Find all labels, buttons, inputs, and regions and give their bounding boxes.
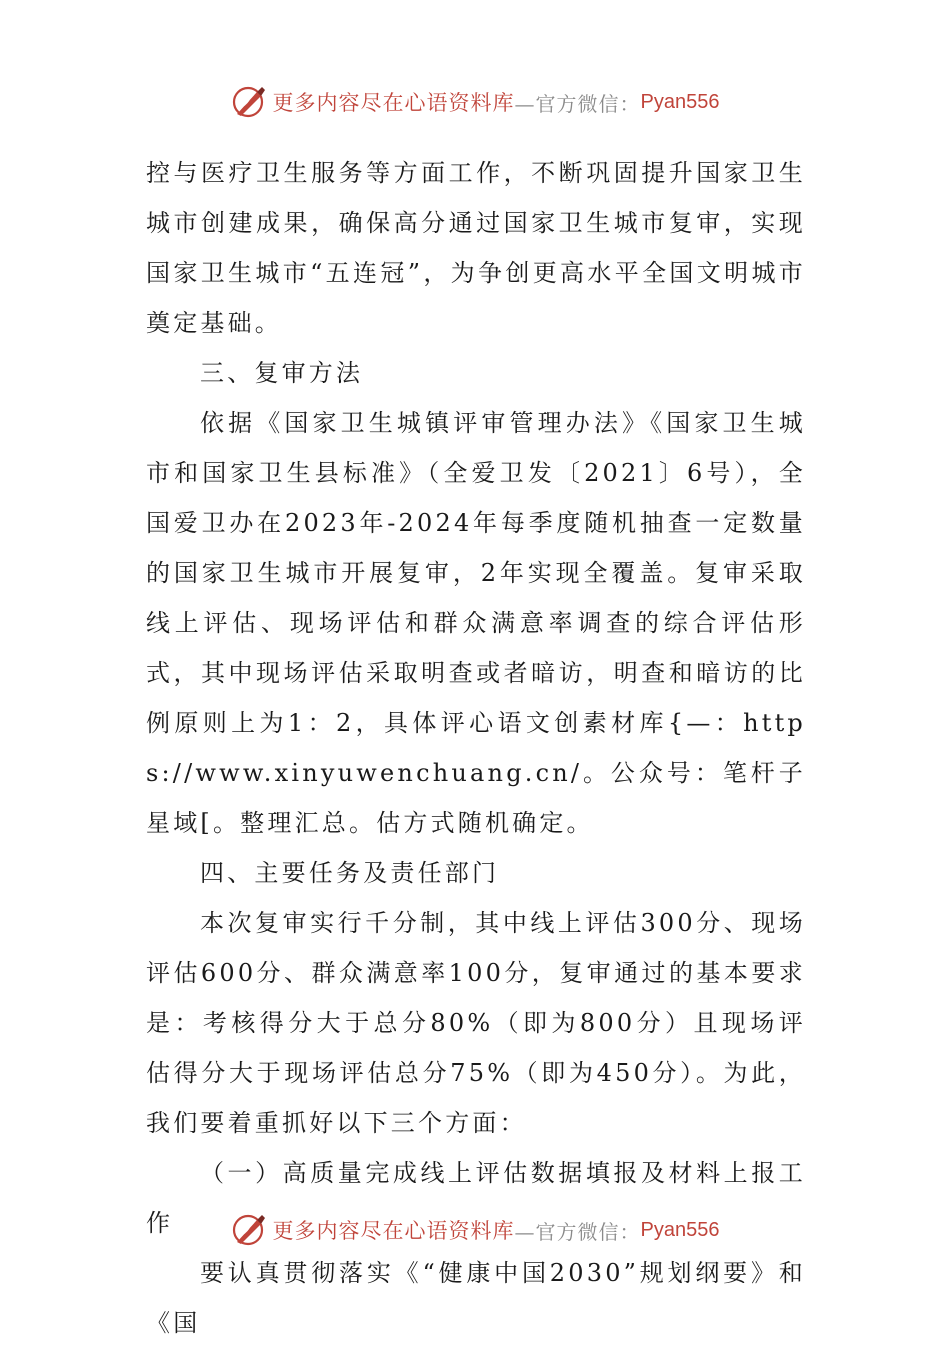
banner-wechat-label: —官方微信： xyxy=(514,91,641,116)
section-heading-3: 三、复审方法 xyxy=(200,359,364,387)
pen-logo-icon xyxy=(231,84,267,120)
banner-wechat-id: Pyan556 xyxy=(640,1218,720,1241)
footer-banner xyxy=(0,1210,950,1250)
paragraph-review-method: 依据《国家卫生城镇评审管理办法》《国家卫生城市和国家卫生县标准》（全爱卫发〔2021〕6号），全国爱卫办在2023年-2024年每季度随机抽查一定数量的国家卫生城市开展复审，2年实现全覆盖。复审采取线上评估、现场评估和群众满意率调查的综合评估形式，其中现场评估采取明查或者暗访，明查和暗访的比例原则上为1：2，具体评心语文创素材库{—：https://www.xinyuwenchuang.cn/。公众号：笔杆子星域[。整理汇总。估方式随机确定。 xyxy=(146,409,806,837)
section-heading-4: 四、主要任务及责任部门 xyxy=(200,859,500,887)
banner-wechat-id: Pyan556 xyxy=(640,90,720,113)
banner-title: 更多内容尽在心语资料库 xyxy=(272,1219,515,1243)
paragraph-implementation: 要认真贯彻落实《“健康中国2030”规划纲要》和《国 xyxy=(146,1259,806,1337)
pen-logo-icon xyxy=(231,1212,267,1248)
banner-title: 更多内容尽在心语资料库 xyxy=(272,91,515,115)
paragraph-scoring: 本次复审实行千分制，其中线上评估300分、现场评估600分、群众满意率100分，复审通过的基本要求是：考核得分大于总分80%（即为800分）且现场评估得分大于现场评估总分75%（即为450分）。为此，我们要着重抓好以下三个方面： xyxy=(146,909,806,1137)
header-banner xyxy=(0,82,950,122)
paragraph-continued: 控与医疗卫生服务等方面工作，不断巩固提升国家卫生城市创建成果，确保高分通过国家卫生城市复审，实现国家卫生城市“五连冠”，为争创更高水平全国文明城市奠定基础。 xyxy=(146,159,806,337)
document-body xyxy=(146,148,806,1348)
banner-wechat-label: —官方微信： xyxy=(514,1219,641,1244)
subsection-heading-1: （一）高质量完成线上评估数据填报及材料上报工作 xyxy=(146,1159,806,1237)
